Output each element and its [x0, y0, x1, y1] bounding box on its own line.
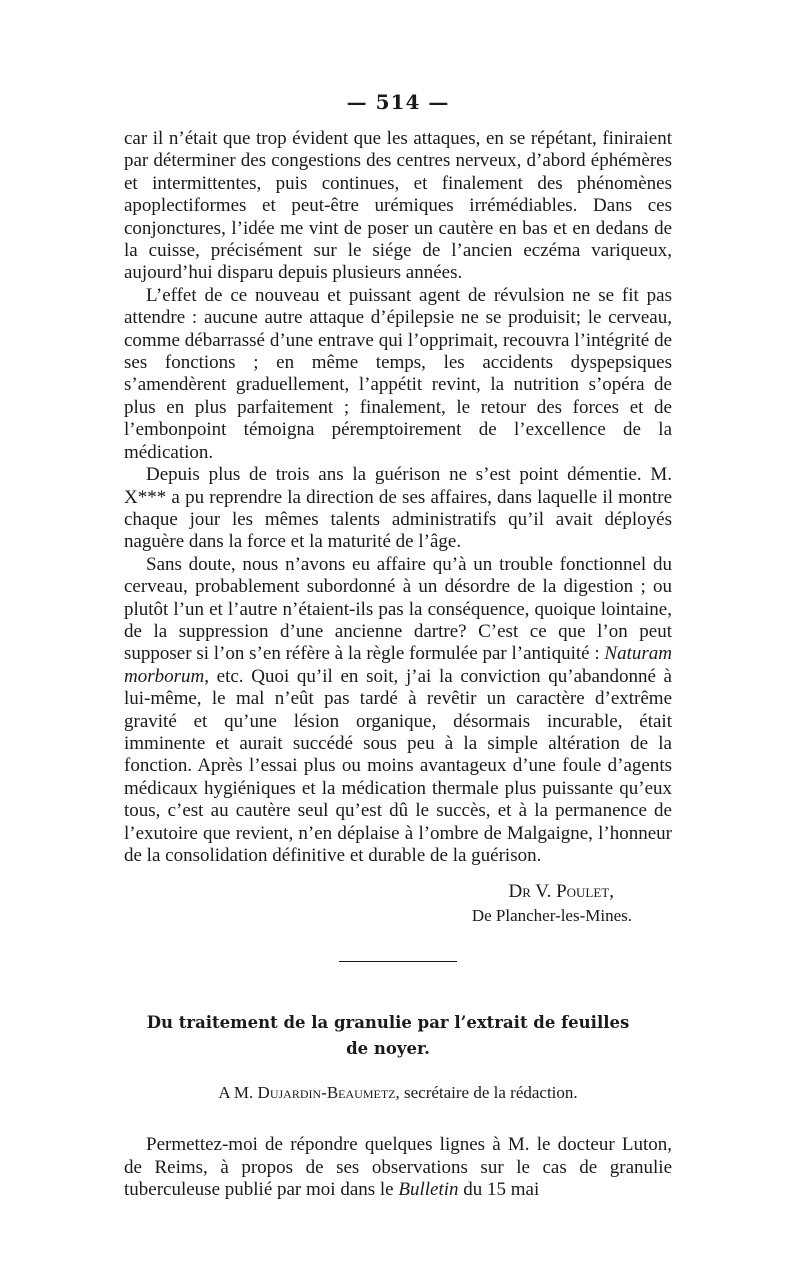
- article-title-line-1: Du traitement de la granulie par l’extrait de feuilles: [146, 1013, 630, 1033]
- signature-place: De Plancher-les-Mines.: [471, 906, 632, 926]
- paragraph-4-italic: Naturam morborum: [124, 643, 672, 687]
- signature-block: [124, 879, 672, 927]
- document-page: [124, 90, 672, 1202]
- paragraph-4: [124, 554, 672, 868]
- article-address: [124, 1082, 672, 1104]
- letter-italic: Bulletin: [398, 1179, 459, 1201]
- letter-paragraph: [124, 1134, 672, 1201]
- paragraph-4-text-a: Sans doute, nous n’avons eu affaire qu’à un trouble fonctionnel du cerveau, probablement subordonné à un désordre de la digestion ; ou plutôt l’un et l’autre n’étaient-ils pas la conséquence, quoique lointaine, de la suppression d’une ancienne dartre? C’est ce que l’on peut supposer si l’on s’en réfère à la règle formulée par l’antiquité :: [124, 553, 672, 665]
- address-prefix: A M.: [218, 1083, 258, 1103]
- address-name: Dujardin-Beaumetz,: [257, 1083, 400, 1103]
- paragraph-3: Depuis plus de trois ans la guérison ne s’est point démentie. M. X*** a pu reprendre la direction de ses affaires, dans laquelle il montre chaque jour les mêmes talents administratifs qu’il avait déployés naguère dans la force et la maturité de l’âge.: [124, 464, 672, 553]
- section-divider: [339, 961, 457, 962]
- paragraph-4-text-b: , etc. Quoi qu’il en soit, j’ai la conviction qu’abandonné à lui-même, le mal n’eût pas tardé à revêtir un caractère d’extrême gravité et qu’une lésion organique, désormais incurable, était imminente et aurait succédé sous peu à la simple altération de la fonction. Après l’essai plus ou moins avantageux d’une foule d’agents médicaux hygiéniques et la médication thermale plus puissante qu’eux tous, c’est au cautère seul qu’est dû le succès, et à la permanence de l’exutoire que revient, n’en déplaise à l’ombre de Malgaigne, l’honneur de la consolidation définitive et durable de la guérison.: [124, 665, 672, 866]
- article-title-line-2: de noyer.: [346, 1039, 430, 1059]
- page-number: — 514 —: [346, 90, 450, 114]
- signature-name: Dr V. Poulet,: [508, 881, 614, 903]
- article-title: [124, 1010, 652, 1062]
- letter-text-b: du 15 mai: [458, 1179, 540, 1201]
- paragraph-1: car il n’était que trop évident que les attaques, en se répétant, finiraient par déterminer des congestions des centres nerveux, d’abord éphémères et intermittentes, puis continues, et finalement des phénomènes apoplectiformes et peut-être urémiques irrémédiables. Dans ces conjonctures, l’idée me vint de poser un cautère en bas et en dedans de la cuisse, précisément sur le siége de l’ancien eczéma variqueux, aujourd’hui disparu depuis plusieurs années.: [124, 128, 672, 284]
- address-suffix: secrétaire de la rédaction.: [399, 1083, 578, 1103]
- paragraph-2: L’effet de ce nouveau et puissant agent de révulsion ne se fit pas attendre : aucune autre attaque d’épilepsie ne se produisit; le cerveau, comme débarrassé d’une entrave qui l’opprimait, recouvra l’intégrité de ses fonctions ; en même temps, les accidents dyspepsiques s’amendèrent graduellement, l’appétit revint, la nutrition s’opéra de plus en plus parfaitement ; finalement, le retour des forces et de l’embonpoint témoigna péremptoirement de l’excellence de la médication.: [124, 284, 672, 463]
- letter-text-a: Permettez-moi de répondre quelques lignes à M. le docteur Luton, de Reims, à propos de ses observations sur le cas de granulie tuberculeuse publié par moi dans le: [124, 1134, 672, 1201]
